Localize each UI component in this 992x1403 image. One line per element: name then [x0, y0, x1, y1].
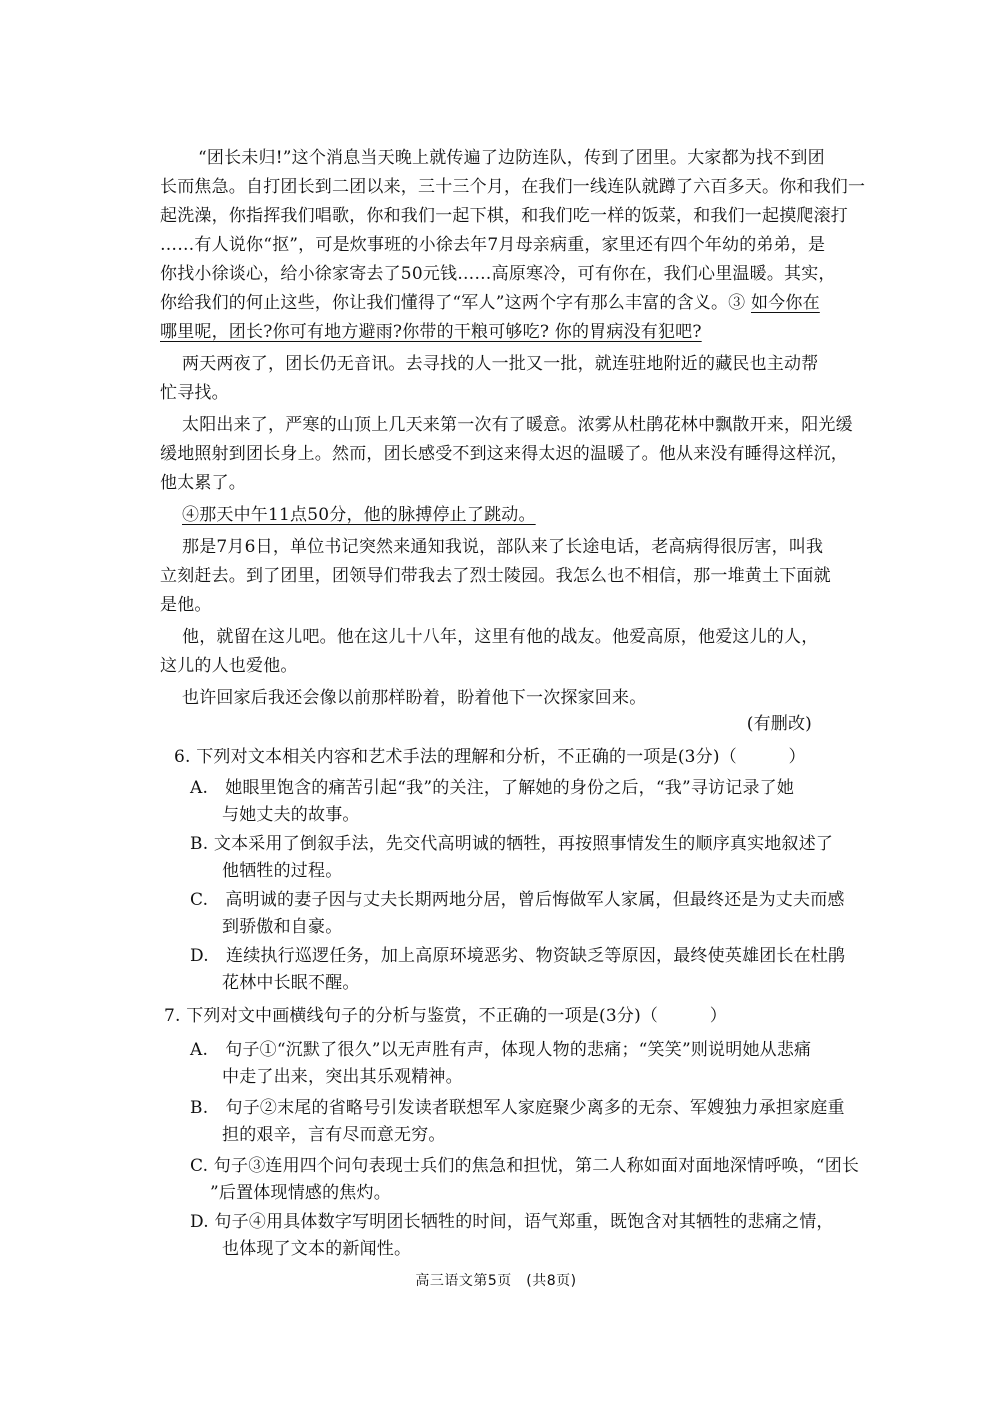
- q6-option-d-line1: D. 连续执行巡逻任务，加上高原环境恶劣、物资缺乏等原因，最终使英雄团长在杜鹃: [190, 946, 846, 966]
- underlined-sentence-4: ④那天中午11点50分，他的脉搏停止了跳动。: [182, 505, 536, 525]
- q7-option-a-line1: A. 句子①“沉默了很久”以无声胜有声，体现人物的悲痛；“笑笑”则说明她从悲痛: [190, 1040, 812, 1060]
- q7-option-d-line1: D. 句子④用具体数字写明团长牺牲的时间，语气郑重，既饱含对其牺牲的悲痛之情，: [190, 1212, 834, 1232]
- story-p3-line2: 缓地照射到团长身上。然而，团长感受不到这来得太迟的温暖了。他从来没有睡得这样沉，: [160, 444, 848, 464]
- story-p2-line2: 忙寻找。: [160, 383, 229, 403]
- q6-option-d-line2: 花林中长眠不醒。: [222, 973, 360, 993]
- story-p6-line1: 他，就留在这儿吧。他在这儿十八年，这里有他的战友。他爱高原，他爱这儿的人，: [182, 627, 819, 647]
- story-p1-line6-plain: 你给我们的何止这些，你让我们懂得了“军人”这两个字有那么丰富的含义。③: [160, 293, 751, 313]
- story-p6-line2: 这儿的人也爱他。: [160, 656, 298, 676]
- q6-option-c-line1: C. 高明诚的妻子因与丈夫长期两地分居，曾后悔做军人家属，但最终还是为丈夫而感: [190, 890, 845, 910]
- q6-stem: 6. 下列对文本相关内容和艺术手法的理解和分析，不正确的一项是(3分)（ ）: [174, 747, 806, 767]
- story-p3-line1: 太阳出来了，严寒的山顶上几天来第一次有了暖意。浓雾从杜鹃花林中飘散开来，阳光缓: [182, 415, 853, 435]
- story-p1-line4: ……有人说你“抠”，可是炊事班的小徐去年7月母亲病重，家里还有四个年幼的弟弟，是: [160, 235, 826, 255]
- q6-option-a-line1: A. 她眼里饱含的痛苦引起“我”的关注，了解她的身份之后，“我”寻访记录了她: [190, 778, 795, 798]
- underlined-sentence-3-end: 哪里呢，团长?你可有地方避雨?你带的干粮可够吃? 你的胃病没有犯吧?: [160, 322, 702, 342]
- story-p1-line2: 长而焦急。自打团长到二团以来，三十三个月，在我们一线连队就蹲了六百多天。你和我们一: [160, 177, 866, 197]
- q7-option-b-line1: B. 句子②末尾的省略号引发读者联想军人家庭聚少离多的无奈、军嫂独力承担家庭重: [190, 1098, 845, 1118]
- q7-option-c-line1: C. 句子③连用四个问句表现士兵们的焦急和担忧，第二人称如面对面地深情呼唤，“团长: [190, 1156, 860, 1176]
- story-p3-line3: 他太累了。: [160, 473, 246, 493]
- underlined-sentence-3-start: 如今你在: [750, 293, 820, 313]
- q7-stem: 7. 下列对文中画横线句子的分析与鉴赏，不正确的一项是(3分)（ ）: [164, 1006, 727, 1026]
- story-p1-line1: “团长未归!”这个消息当天晚上就传遍了边防连队，传到了团里。大家都为找不到团: [198, 148, 825, 168]
- story-p2-line1: 两天两夜了，团长仍无音讯。去寻找的人一批又一批，就连驻地附近的藏民也主动帮: [182, 354, 819, 374]
- q6-option-b-line2: 他牺牲的过程。: [222, 861, 343, 881]
- story-p5-line1: 那是7月6日，单位书记突然来通知我说，部队来了长途电话，老高病得很厉害，叫我: [182, 537, 824, 557]
- q7-option-b-line2: 担的艰辛，言有尽而意无穷。: [222, 1125, 446, 1145]
- q6-option-a-line2: 与她丈夫的故事。: [222, 805, 360, 825]
- page-footer: 高三语文第5页 (共8页): [415, 1273, 577, 1289]
- story-p5-line3: 是他。: [160, 595, 212, 615]
- story-p1-line3: 起洗澡，你指挥我们唱歌，你和我们一起下棋，和我们吃一样的饭菜，和我们一起摸爬滚打: [160, 206, 848, 226]
- q7-option-a-line2: 中走了出来，突出其乐观精神。: [222, 1067, 463, 1087]
- story-p7-line1: 也许回家后我还会像以前那样盼着，盼着他下一次探家回来。: [182, 688, 647, 708]
- q6-option-b-line1: B. 文本采用了倒叙手法，先交代高明诚的牺牲，再按照事情发生的顺序真实地叙述了: [190, 834, 834, 854]
- q6-option-c-line2: 到骄傲和自豪。: [222, 917, 343, 937]
- story-p5-line2: 立刻赶去。到了团里，团领导们带我去了烈士陵园。我怎么也不相信，那一堆黄土下面就: [160, 566, 831, 586]
- story-p1-line6: [160, 291, 820, 315]
- story-p1-line5: 你找小徐谈心，给小徐家寄去了50元钱……高原寒冷，可有你在，我们心里温暖。其实，: [160, 264, 836, 284]
- abridged-note: (有删改): [746, 714, 812, 734]
- q7-option-d-line2: 也体现了文本的新闻性。: [222, 1239, 412, 1259]
- q7-option-c-line2: ”后置体现情感的焦灼。: [210, 1183, 391, 1203]
